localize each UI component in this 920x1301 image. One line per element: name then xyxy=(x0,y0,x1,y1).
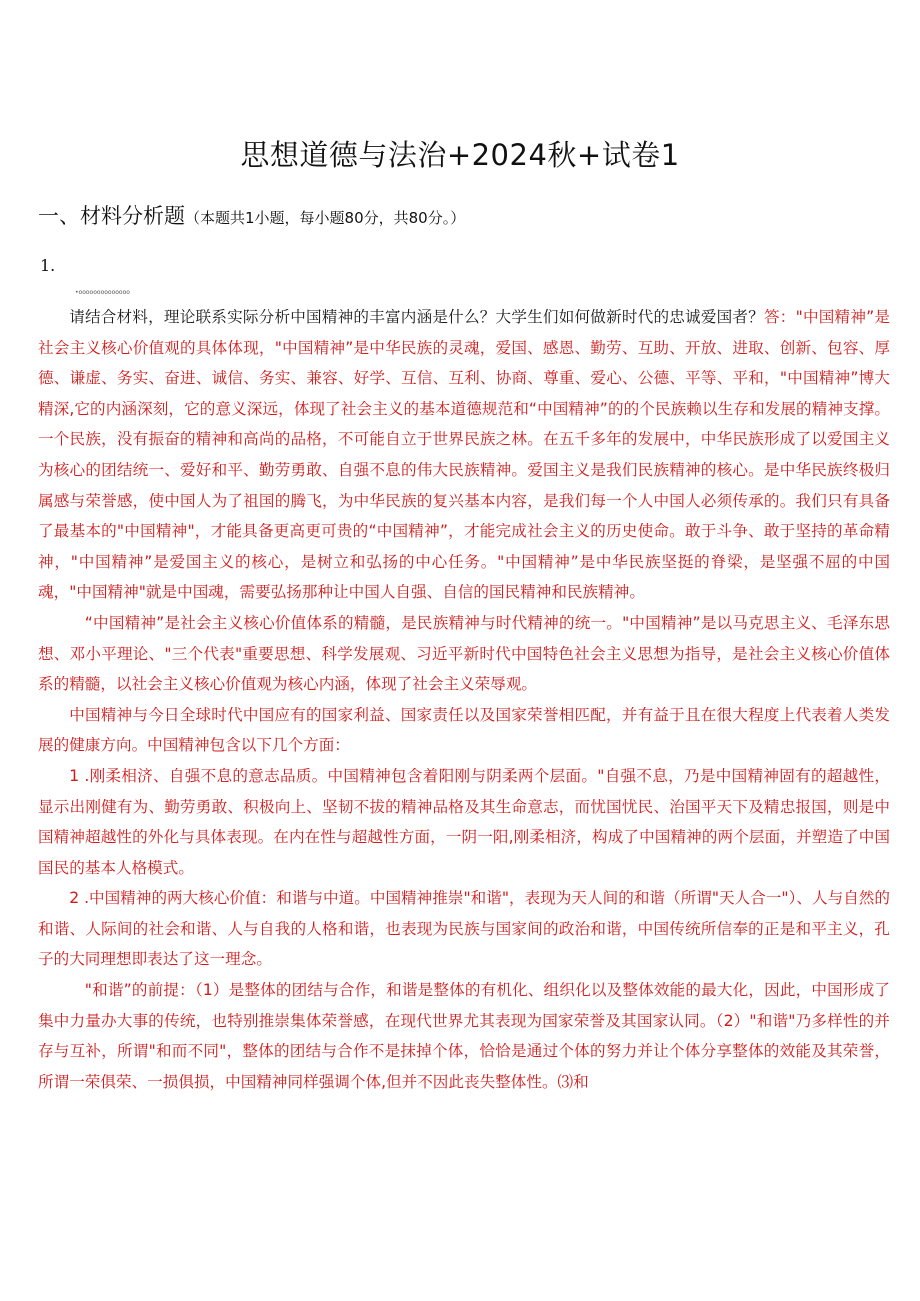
answer-paragraph-1 xyxy=(38,302,890,608)
question-text: 请结合材料，理论联系实际分析中国精神的丰富内涵是什么？大学生们如何做新时代的忠诚爱国者？ xyxy=(69,308,764,326)
answer-paragraph-2: “中国精神”是社会主义核心价值体系的精髓，是民族精神与时代精神的统一。"中国精神”是以马克思主义、毛泽东思想、邓小平理论、"三个代表"重要思想、科学发展观、习近平新时代中国特色社会主义思想为指导，是社会主义核心价值体系的精髓，以社会主义核心价值观为核心内涵，体现了社会主义荣辱观。 xyxy=(38,613,890,694)
answer-text: 答："中国精神”是社会主义核心价值观的具体体现，"中国精神”是中华民族的灵魂，爱国、感恩、勤劳、互助、开放、进取、创新、包容、厚德、谦虚、务实、奋进、诚信、务实、兼容、好学、互信、互利、协商、尊重、爱心、公德、平等、平和，"中国精神”博大精深,它的内涵深刻，它的意义深远，体现了社会主义的基本道德规范和“中国精神”的的个民族赖以生存和发展的精神支撑。一个民族，没有振奋的精神和高尚的品格，不可能自立于世界民族之林。在五千多年的发展中，中华民族形成了以爱国主义为核心的团结统一、爱好和平、勤劳勇敢、自强不息的伟大民族精神。爱国主义是我们民族精神的核心。是中华民族终极归属感与荣誉感，使中国人为了祖国的腾飞，为中华民族的复兴基本内容，是我们每一个人中国人必须传承的。我们只有具备了最基本的"中国精神"，才能具备更高更可贵的“中国精神”，才能完成社会主义的历史使命。敢于斗争、敢于坚持的革命精神，"中国精神”是爱国主义的核心，是树立和弘扬的中心任务。"中国精神”是中华民族坚挺的脊梁，是坚强不屈的中国魂，"中国精神"就是中国魂，需要弘扬那种让中国人自强、自信的国民精神和民族精神。 xyxy=(38,308,890,602)
answer-paragraph-6: "和谐”的前提：（1）是整体的团结与合作，和谐是整体的有机化、组织化以及整体效能的最大化，因此，中国形成了集中力量办大事的传统，也特别推崇集体荣誉感，在现代世界尤其表现为国家荣誉及其国家认同。（2）"和谐"乃多样性的并存与互补，所谓"和而不同"，整体的团结与合作不是抹掉个体，恰恰是通过个体的努力并让个体分享整体的效能及其荣誉，所谓一荣俱荣、一损俱损，中国精神同样强调个体,但并不因此丧失整体性。⑶和 xyxy=(38,981,890,1091)
answer-paragraph-3: 中国精神与今日全球时代中国应有的国家利益、国家责任以及国家荣誉相匹配，并有益于且在很大程度上代表着人类发展的健康方向。中国精神包含以下几个方面： xyxy=(38,705,890,755)
section-heading-text: 一、材料分析题 xyxy=(38,204,185,228)
question-number: 1. xyxy=(40,256,56,275)
page-title: 思想道德与法治+2024秋+试卷1 xyxy=(240,138,680,172)
question-body xyxy=(38,302,890,1097)
tiny-marks: •oooooooooooooo xyxy=(75,289,130,296)
answer-paragraph-4: 1 .刚柔相济、自强不息的意志品质。中国精神包含着阳刚与阴柔两个层面。"自强不息，乃是中国精神固有的超越性，显示出刚健有为、勤劳勇敢、积极向上、坚韧不拔的精神品格及其生命意志，而忧国忧民、治国平天下及精忠报国，则是中国精神超越性的外化与具体表现。在内在性与超越性方面，一阴一阳,刚柔相济，构成了中国精神的两个层面，并塑造了中国国民的基本人格模式。 xyxy=(38,766,890,877)
section-heading xyxy=(38,200,465,230)
section-note: （本题共1小题，每小题80分，共80分。） xyxy=(185,209,466,227)
answer-paragraph-5: 2 .中国精神的两大核心价值：和谐与中道。中国精神推崇"和谐"，表现为天人间的和谐（所谓"天人合一"）、人与自然的和谐、人际间的社会和谐、人与自我的人格和谐，也表现为民族与国家间的政治和谐，中国传统所信奉的正是和平主义，孔子的大同理想即表达了这一理念。 xyxy=(38,889,890,969)
